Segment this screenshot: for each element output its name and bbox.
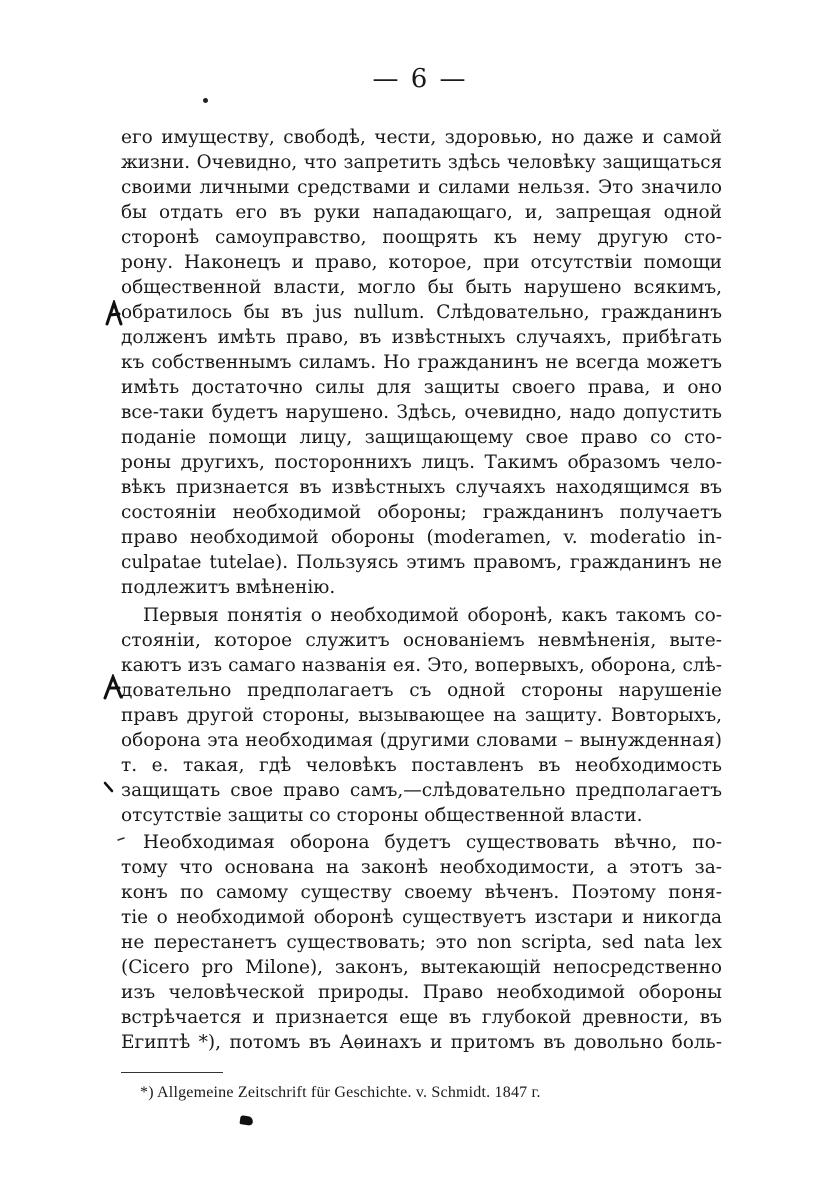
text-line: встрѣчается и признается еще въ глубокой древности, въ <box>121 1007 722 1028</box>
margin-dash-icon <box>116 834 126 844</box>
text-line: тіе о необходимой оборонѣ существуетъ изстари и никогда <box>121 907 722 928</box>
text-line: тому что основана на законѣ необходимости, а этотъ за- <box>121 857 722 878</box>
text-line: каютъ изъ самаго названія ея. Это, вопервыхъ, оборона, слѣ- <box>121 655 722 676</box>
text-line: рону. Наконецъ и право, которое, при отсутствіи помощи <box>121 252 722 273</box>
margin-mark-icon <box>102 674 124 700</box>
page-number: — 6 — <box>372 64 468 94</box>
text-line: жизни. Очевидно, что запретить здѣсь человѣку защищаться <box>121 152 722 173</box>
text-line: конъ по самому существу своему вѣченъ. Поэтому поня- <box>121 882 722 903</box>
text-line: все-таки будетъ нарушено. Здѣсь, очевидно, надо допустить <box>121 402 722 423</box>
text-line: culpatae tutelae). Пользуясь этимъ правомъ, гражданинъ не <box>121 552 722 573</box>
text-line: т. е. такая, гдѣ человѣкъ поставленъ въ необходимость <box>121 755 722 776</box>
margin-tick-icon <box>103 780 115 794</box>
text-line: роны другихъ, постороннихъ лицъ. Такимъ образомъ чело- <box>121 452 722 473</box>
text-line: состояніи необходимой обороны; гражданинъ получаетъ <box>121 502 722 523</box>
text-line: долженъ имѣть право, въ извѣстныхъ случаяхъ, прибѣгать <box>121 327 722 348</box>
text-line: отсутствіе защиты со стороны общественной власти. <box>121 805 643 826</box>
margin-mark-icon <box>104 300 124 326</box>
text-line: сторонѣ самоуправство, поощрять къ нему другую сто- <box>121 227 722 248</box>
text-line: вѣкъ признается въ извѣстныхъ случаяхъ находящимся въ <box>121 477 722 498</box>
text-line: защищать свое право самъ,—слѣдовательно предполагаетъ <box>121 780 722 801</box>
text-line: стояніи, которое служитъ основаніемъ невмѣненія, выте- <box>121 630 722 651</box>
text-line: Первыя понятія о необходимой оборонѣ, какъ такомъ со- <box>143 605 722 626</box>
text-line: къ собственнымъ силамъ. Но гражданинъ не всегда можетъ <box>121 352 722 373</box>
text-line: довательно предполагаетъ съ одной стороны нарушеніе <box>121 680 722 701</box>
text-line: подлежитъ вмѣненію. <box>121 577 336 598</box>
text-line: изъ человѣческой природы. Право необходимой обороны <box>121 982 722 1003</box>
ink-smudge <box>239 1115 253 1126</box>
text-line: бы отдать его въ руки нападающаго, и, запрещая одной <box>121 202 722 223</box>
stray-dot <box>203 98 208 103</box>
text-line: имѣть достаточно силы для защиты своего права, и оно <box>121 377 722 398</box>
footnote-rule <box>121 1072 223 1073</box>
text-line: (Cicero pro Milone), законъ, вытекающій непосредственно <box>121 957 722 978</box>
text-line: оборона эта необходимая (другими словами – вынужденная) <box>121 730 722 751</box>
text-line: обратилось бы въ jus nullum. Слѣдовательно, гражданинъ <box>121 302 722 323</box>
text-line: право необходимой обороны (moderamen, v. moderatio in- <box>121 527 722 548</box>
text-line: Египтѣ *), потомъ въ Аѳинахъ и притомъ въ довольно боль- <box>121 1032 722 1053</box>
text-line: Необходимая оборона будетъ существовать вѣчно, по- <box>143 832 722 853</box>
text-line: не перестанетъ существовать; это non scripta, sed nata lex <box>121 932 722 953</box>
text-line: своими личными средствами и силами нельзя. Это значило <box>121 177 722 198</box>
footnote: *) Allgemeine Zeitschrift für Geschichte. v. Schmidt. 1847 г. <box>140 1084 541 1101</box>
text-line: поданіе помощи лицу, защищающему свое право со сто- <box>121 427 722 448</box>
text-line: его имуществу, свободѣ, чести, здоровью, но даже и самой <box>121 127 722 148</box>
text-line: правъ другой стороны, вызывающее на защиту. Вовторыхъ, <box>121 705 722 726</box>
text-line: общественной власти, могло бы быть нарушено всякимъ, <box>121 277 722 298</box>
